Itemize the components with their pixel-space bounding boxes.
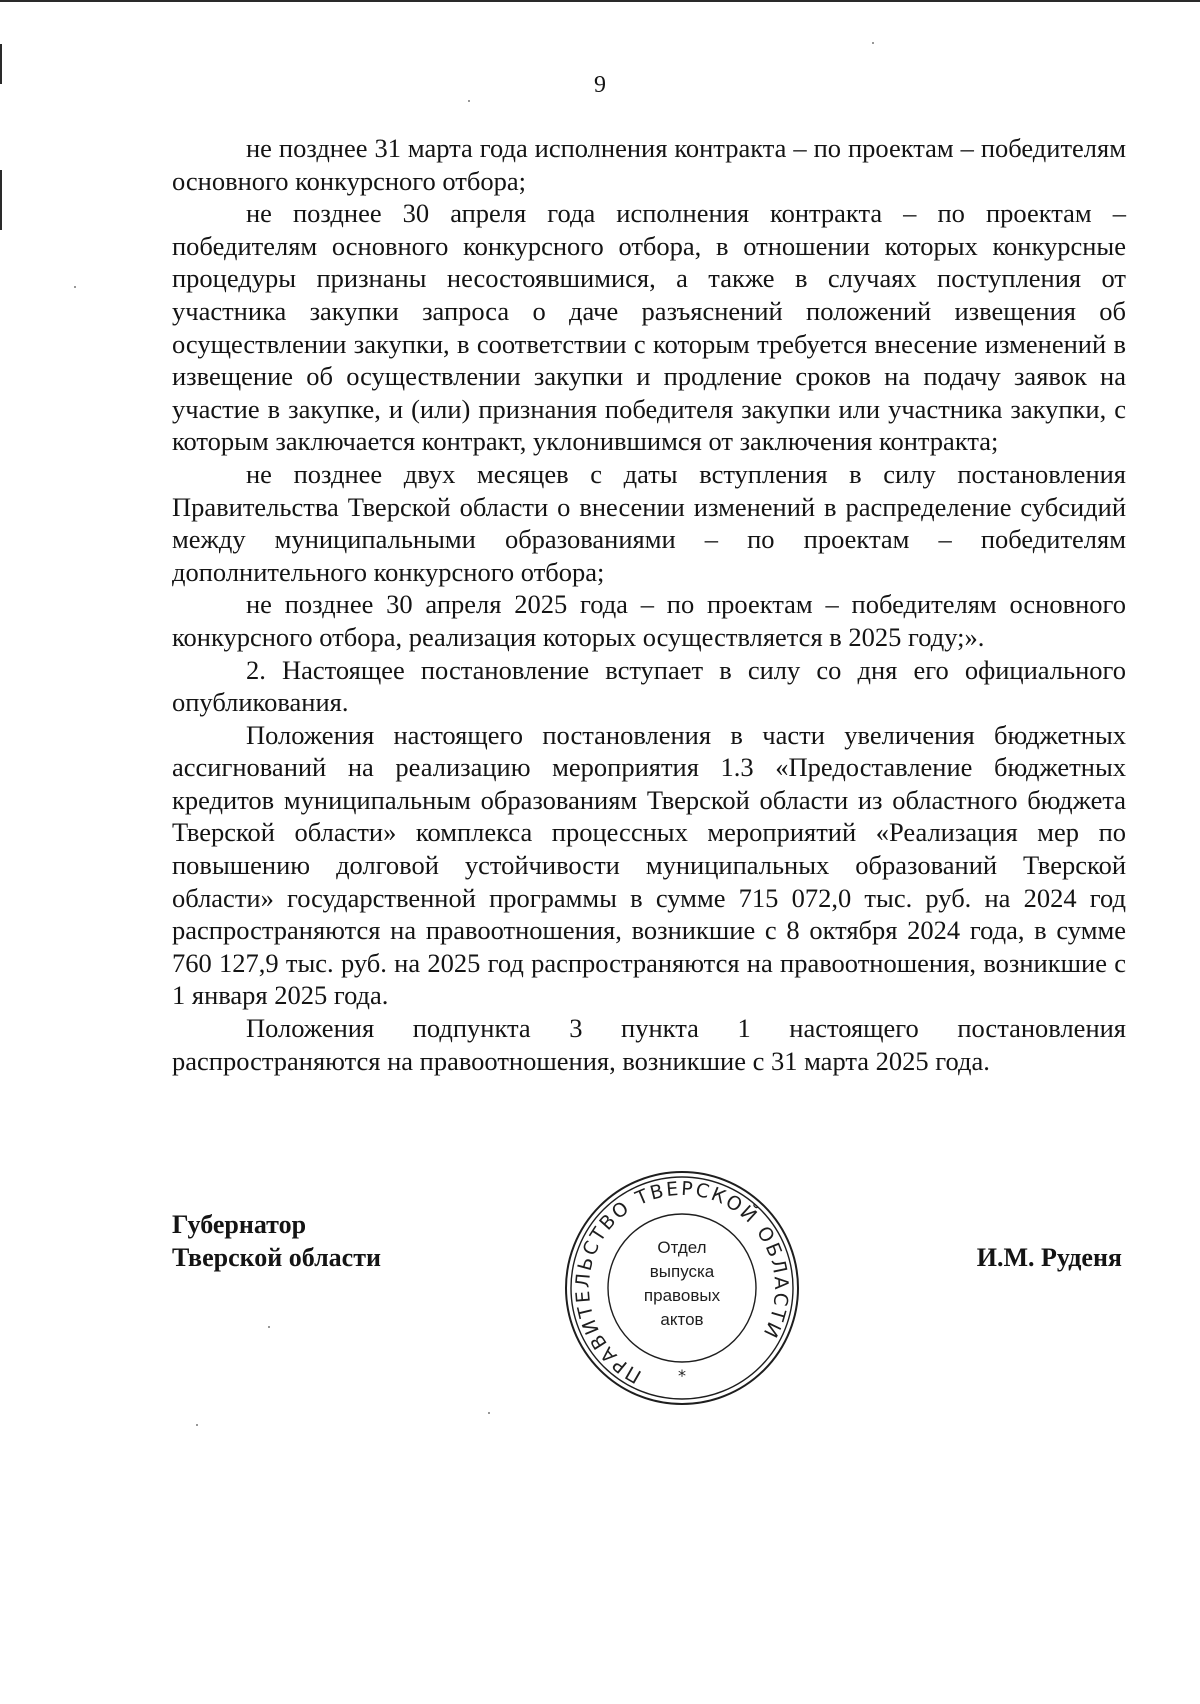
signatory-title <box>172 1208 381 1274</box>
paragraph: не позднее 30 апреля 2025 года – по проектам – победителям основного конкурсного отбора, реализация которых осуществляется в 2025 году;». <box>172 589 1126 652</box>
scan-edge-top <box>0 0 1200 2</box>
paragraph: не позднее 31 марта года исполнения контракта – по проектам – победителям основного конкурсного отбора; <box>172 133 1126 196</box>
signatory-title-line: Губернатор <box>172 1210 307 1239</box>
scan-edge-left <box>0 170 2 230</box>
paragraph: не позднее 30 апреля года исполнения контракта – по проектам – победителям основного конкурсного отбора, в отношении которых конкурсные процедуры признаны несостоявшимися, а также в случаях поступления от участника закупки запроса о даче разъяснений положений извещения об осуществлении закупки, в соответствии с которым требуется внесение изменений в извещение об осуществлении закупки и продление сроков на подачу заявок на участие в закупке, и (или) признания победителя закупки или участника закупки, с которым заключается контракт, уклонившимся от заключения контракта; <box>172 198 1126 457</box>
official-stamp <box>562 1168 802 1408</box>
stamp-ring-text: ПРАВИТЕЛЬСТВО ТВЕРСКОЙ ОБЛАСТИ <box>571 1177 793 1388</box>
stamp-center-line: правовых <box>643 1286 721 1305</box>
document-body <box>172 132 1126 1077</box>
stamp-center-line: Отдел <box>657 1238 707 1257</box>
paragraph: Положения подпункта 3 пункта 1 настоящего постановления распространяются на правоотношения, возникшие с 31 марта 2025 года. <box>172 1013 1126 1076</box>
scan-speck <box>74 286 76 288</box>
paragraph: 2. Настоящее постановление вступает в силу со дня его официального опубликования. <box>172 654 1126 718</box>
stamp-center-text <box>622 1236 742 1332</box>
paragraph: Положения настоящего постановления в части увеличения бюджетных ассигнований на реализацию мероприятия 1.3 «Предоставление бюджетных кредитов муниципальным образованиям Тверской области из областного бюджета Тверской области» комплекса процессных мероприятий «Реализация мер по повышению долговой устойчивости муниципальных образований Тверской области» государственной программы в сумме 715 072,0 тыс. руб. на 2024 год распространяются на правоотношения, возникшие с 8 октября 2024 года, в сумме 760 127,9 тыс. руб. на 2025 год распространяются на правоотношения, возникшие с 1 января 2025 года. <box>172 719 1126 1011</box>
stamp-star: * <box>678 1366 686 1385</box>
signatory-name: И.М. Руденя <box>976 1243 1122 1272</box>
signatory-title-line: Тверской области <box>172 1243 381 1272</box>
scan-speck <box>488 1412 490 1414</box>
scan-speck <box>872 42 874 44</box>
paragraph: не позднее двух месяцев с даты вступления в силу постановления Правительства Тверской области о внесении изменений в распределение субсидий между муниципальными образованиями – по проектам – победителям дополнительного конкурсного отбора; <box>172 458 1126 587</box>
scan-speck <box>196 1424 198 1426</box>
scan-speck <box>468 100 470 102</box>
stamp-center-line: выпуска <box>649 1262 715 1281</box>
scan-speck <box>268 1326 270 1328</box>
page-number: 9 <box>594 72 606 98</box>
stamp-center-line: актов <box>660 1310 704 1329</box>
